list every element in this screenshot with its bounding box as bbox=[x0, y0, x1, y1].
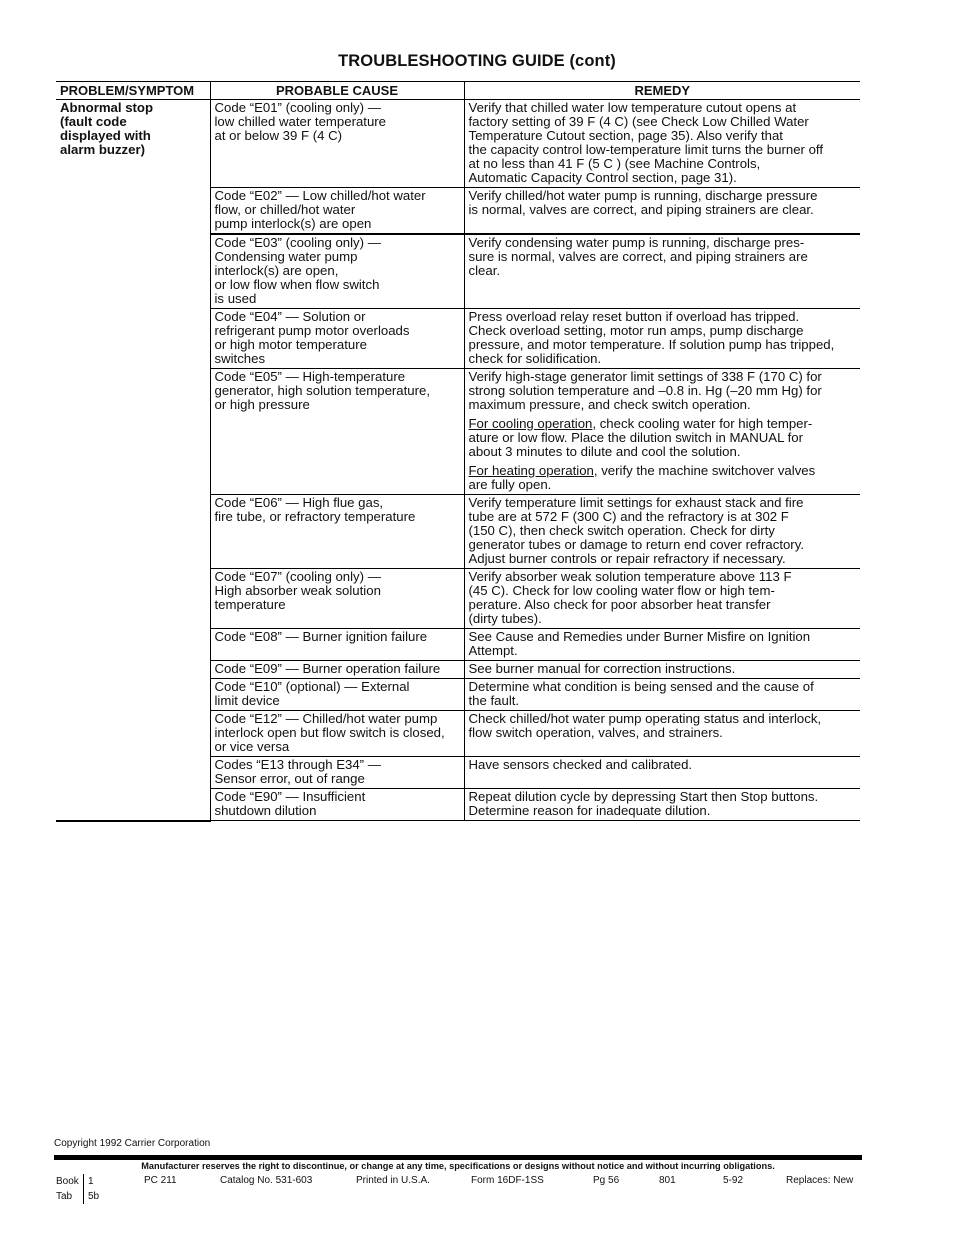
cause-cell bbox=[210, 757, 464, 789]
remedy-text: (45 C). Check for low cooling water flow or high tem- bbox=[468, 583, 775, 598]
cause-text: or high pressure bbox=[214, 397, 310, 412]
remedy-text: Have sensors checked and calibrated. bbox=[468, 757, 693, 772]
cause-text: or high motor temperature bbox=[214, 337, 367, 352]
cause-text: shutdown dilution bbox=[214, 803, 317, 818]
remedy-text: Verify temperature limit settings for exhaust stack and fire bbox=[468, 495, 804, 510]
troubleshooting-table bbox=[56, 81, 860, 822]
footer-rule bbox=[54, 1155, 862, 1160]
cause-cell bbox=[210, 661, 464, 679]
remedy-text: is normal, valves are correct, and piping strainers are clear. bbox=[468, 202, 814, 217]
cause-cell bbox=[210, 679, 464, 711]
copyright-notice: Copyright 1992 Carrier Corporation bbox=[54, 1138, 211, 1149]
problem-text: Abnormal stop bbox=[60, 100, 154, 115]
remedy-text: at no less than 41 F (5 C ) (see Machine Controls, bbox=[468, 156, 761, 171]
cause-text: Codes “E13 through E34” — bbox=[214, 757, 381, 772]
remedy-text bbox=[469, 417, 857, 431]
remedy-cell bbox=[464, 188, 860, 235]
problem-cell bbox=[56, 100, 210, 821]
remedy-text: sure is normal, valves are correct, and piping strainers are bbox=[468, 249, 808, 264]
cause-cell bbox=[210, 234, 464, 309]
cause-text: Code “E03” (cooling only) — bbox=[214, 235, 381, 250]
remedy-text: tube are at 572 F (300 C) and the refractory is at 302 F bbox=[468, 509, 789, 524]
remedy-text: Verify absorber weak solution temperature above 113 F bbox=[468, 569, 792, 584]
cause-text: Code “E09” — Burner operation failure bbox=[214, 661, 441, 676]
remedy-text: , check cooling water for high temper- bbox=[592, 416, 813, 431]
cause-cell bbox=[210, 711, 464, 757]
remedy-text: strong solution temperature and –0.8 in. Hg (–20 mm Hg) for bbox=[468, 383, 822, 398]
cause-text: Code “E01” (cooling only) — bbox=[214, 100, 381, 115]
cause-text: fire tube, or refractory temperature bbox=[214, 509, 416, 524]
remedy-cell bbox=[464, 757, 860, 789]
remedy-cell bbox=[464, 711, 860, 757]
cause-text: flow, or chilled/hot water bbox=[214, 202, 356, 217]
table-header-row bbox=[56, 82, 860, 100]
remedy-cell bbox=[464, 309, 860, 369]
cause-cell bbox=[210, 100, 464, 188]
cause-text: Sensor error, out of range bbox=[214, 771, 365, 786]
cause-text: Code “E04” — Solution or bbox=[214, 309, 366, 324]
cause-text: at or below 39 F (4 C) bbox=[214, 128, 343, 143]
cause-text: Condensing water pump bbox=[214, 249, 358, 264]
remedy-cell bbox=[464, 679, 860, 711]
remedy-text: perature. Also check for poor absorber heat transfer bbox=[468, 597, 771, 612]
remedy-text: Adjust burner controls or repair refractory if necessary. bbox=[468, 551, 786, 566]
cause-text: Code “E06” — High flue gas, bbox=[214, 495, 384, 510]
remedy-text: pressure, and motor temperature. If solution pump has tripped, bbox=[468, 337, 835, 352]
book-value: 1 bbox=[83, 1174, 94, 1189]
remedy-text: See burner manual for correction instructions. bbox=[468, 661, 736, 676]
cause-text: switches bbox=[214, 351, 266, 366]
cause-cell bbox=[210, 369, 464, 495]
remedy-cell bbox=[464, 789, 860, 821]
table-row bbox=[56, 100, 860, 188]
remedy-cell bbox=[464, 100, 860, 188]
tab-value: 5b bbox=[83, 1189, 99, 1204]
cause-text: low chilled water temperature bbox=[214, 114, 387, 129]
remedy-text: check for solidification. bbox=[468, 351, 602, 366]
problem-text: alarm buzzer) bbox=[60, 142, 146, 157]
remedy-cell bbox=[464, 369, 860, 495]
remedy-text bbox=[469, 464, 857, 478]
remedy-text: See Cause and Remedies under Burner Misfire on Ignition bbox=[468, 629, 811, 644]
remedy-cell bbox=[464, 495, 860, 569]
remedy-text: Check overload setting, motor run amps, pump discharge bbox=[468, 323, 804, 338]
footer-page: Pg 56 bbox=[593, 1175, 620, 1186]
cause-text: Code “E07” (cooling only) — bbox=[214, 569, 381, 584]
footer-form: Form 16DF-1SS bbox=[471, 1175, 544, 1186]
remedy-text: clear. bbox=[468, 263, 501, 278]
remedy-text: Verify condensing water pump is running, discharge pres- bbox=[468, 235, 805, 250]
cause-text: temperature bbox=[214, 597, 286, 612]
remedy-text: Temperature Cutout section, page 35). Also verify that bbox=[468, 128, 783, 143]
problem-text: displayed with bbox=[60, 128, 151, 143]
cause-text: refrigerant pump motor overloads bbox=[214, 323, 410, 338]
footer-replaces: Replaces: New bbox=[786, 1175, 854, 1186]
cause-text: or low flow when flow switch bbox=[214, 277, 380, 292]
cause-text: Code “E10” (optional) — External bbox=[214, 679, 410, 694]
footer-catalog: Catalog No. 531-603 bbox=[220, 1175, 313, 1186]
remedy-text: (150 C), then check switch operation. Check for dirty bbox=[468, 523, 775, 538]
cause-text: Code “E90” — Insufficient bbox=[214, 789, 366, 804]
remedy-subheading: For heating operation bbox=[468, 463, 594, 478]
cause-text: Code “E12” — Chilled/hot water pump bbox=[214, 711, 438, 726]
page-title: TROUBLESHOOTING GUIDE (cont) bbox=[338, 52, 616, 70]
remedy-text: Attempt. bbox=[468, 643, 518, 658]
cause-text: or vice versa bbox=[214, 739, 290, 754]
remedy-cell bbox=[464, 569, 860, 629]
remedy-text: Determine reason for inadequate dilution. bbox=[468, 803, 711, 818]
remedy-cell bbox=[464, 661, 860, 679]
remedy-text: the fault. bbox=[468, 693, 520, 708]
cause-cell bbox=[210, 789, 464, 821]
cause-text: limit device bbox=[214, 693, 280, 708]
remedy-text: Verify high-stage generator limit settings of 338 F (170 C) for bbox=[468, 369, 822, 384]
footer-printed: Printed in U.S.A. bbox=[356, 1175, 430, 1186]
header-problem: PROBLEM/SYMPTOM bbox=[56, 82, 210, 100]
header-cause: PROBABLE CAUSE bbox=[210, 82, 464, 100]
cause-text: High absorber weak solution bbox=[214, 583, 381, 598]
remedy-text: Press overload relay reset button if overload has tripped. bbox=[468, 309, 800, 324]
footer-disclaimer: Manufacturer reserves the right to discontinue, or change at any time, specifications or designs without notice and without incurring obligations. bbox=[141, 1161, 775, 1171]
remedy-text: Verify that chilled water low temperature cutout opens at bbox=[468, 100, 797, 115]
cause-text: interlock open but flow switch is closed, bbox=[214, 725, 445, 740]
tab-label: Tab bbox=[56, 1191, 73, 1202]
cause-cell bbox=[210, 569, 464, 629]
remedy-text: factory setting of 39 F (4 C) (see Check Low Chilled Water bbox=[468, 114, 809, 129]
remedy-text: Automatic Capacity Control section, page 31). bbox=[468, 170, 737, 185]
book-label: Book bbox=[56, 1176, 79, 1187]
remedy-text: maximum pressure, and check switch operation. bbox=[468, 397, 751, 412]
remedy-paragraph bbox=[469, 464, 857, 492]
remedy-text: are fully open. bbox=[468, 477, 552, 492]
cause-text: interlock(s) are open, bbox=[214, 263, 339, 278]
remedy-cell bbox=[464, 629, 860, 661]
remedy-text: , verify the machine switchover valves bbox=[593, 463, 816, 478]
remedy-text: Repeat dilution cycle by depressing Start then Stop buttons. bbox=[468, 789, 819, 804]
cause-text: generator, high solution temperature, bbox=[214, 383, 431, 398]
remedy-text: (dirty tubes). bbox=[468, 611, 542, 626]
remedy-paragraph bbox=[469, 417, 857, 459]
cause-text: pump interlock(s) are open bbox=[214, 216, 372, 231]
cause-cell bbox=[210, 309, 464, 369]
cause-cell bbox=[210, 495, 464, 569]
footer-date: 5-92 bbox=[723, 1175, 744, 1186]
cause-text: is used bbox=[214, 291, 257, 306]
remedy-text: ature or low flow. Place the dilution switch in MANUAL for bbox=[468, 430, 803, 445]
remedy-subheading: For cooling operation bbox=[468, 416, 593, 431]
cause-text: Code “E08” — Burner ignition failure bbox=[214, 629, 428, 644]
remedy-text: Determine what condition is being sensed and the cause of bbox=[468, 679, 814, 694]
header-remedy: REMEDY bbox=[464, 82, 860, 100]
cause-text: Code “E05” — High-temperature bbox=[214, 369, 406, 384]
footer-code: 801 bbox=[659, 1175, 676, 1186]
remedy-text: the capacity control low-temperature limit turns the burner off bbox=[468, 142, 824, 157]
cause-cell bbox=[210, 629, 464, 661]
remedy-text: Check chilled/hot water pump operating status and interlock, bbox=[468, 711, 822, 726]
book-tab-box bbox=[56, 1174, 99, 1204]
cause-text: Code “E02” — Low chilled/hot water bbox=[214, 188, 426, 203]
cause-cell bbox=[210, 188, 464, 235]
remedy-text: Verify chilled/hot water pump is running, discharge pressure bbox=[468, 188, 818, 203]
footer-pc: PC 211 bbox=[144, 1175, 177, 1186]
remedy-text: flow switch operation, valves, and strainers. bbox=[468, 725, 723, 740]
remedy-text: about 3 minutes to dilute and cool the solution. bbox=[468, 444, 741, 459]
remedy-text: generator tubes or damage to return end cover refractory. bbox=[468, 537, 804, 552]
problem-text: (fault code bbox=[60, 114, 127, 129]
remedy-cell bbox=[464, 234, 860, 309]
